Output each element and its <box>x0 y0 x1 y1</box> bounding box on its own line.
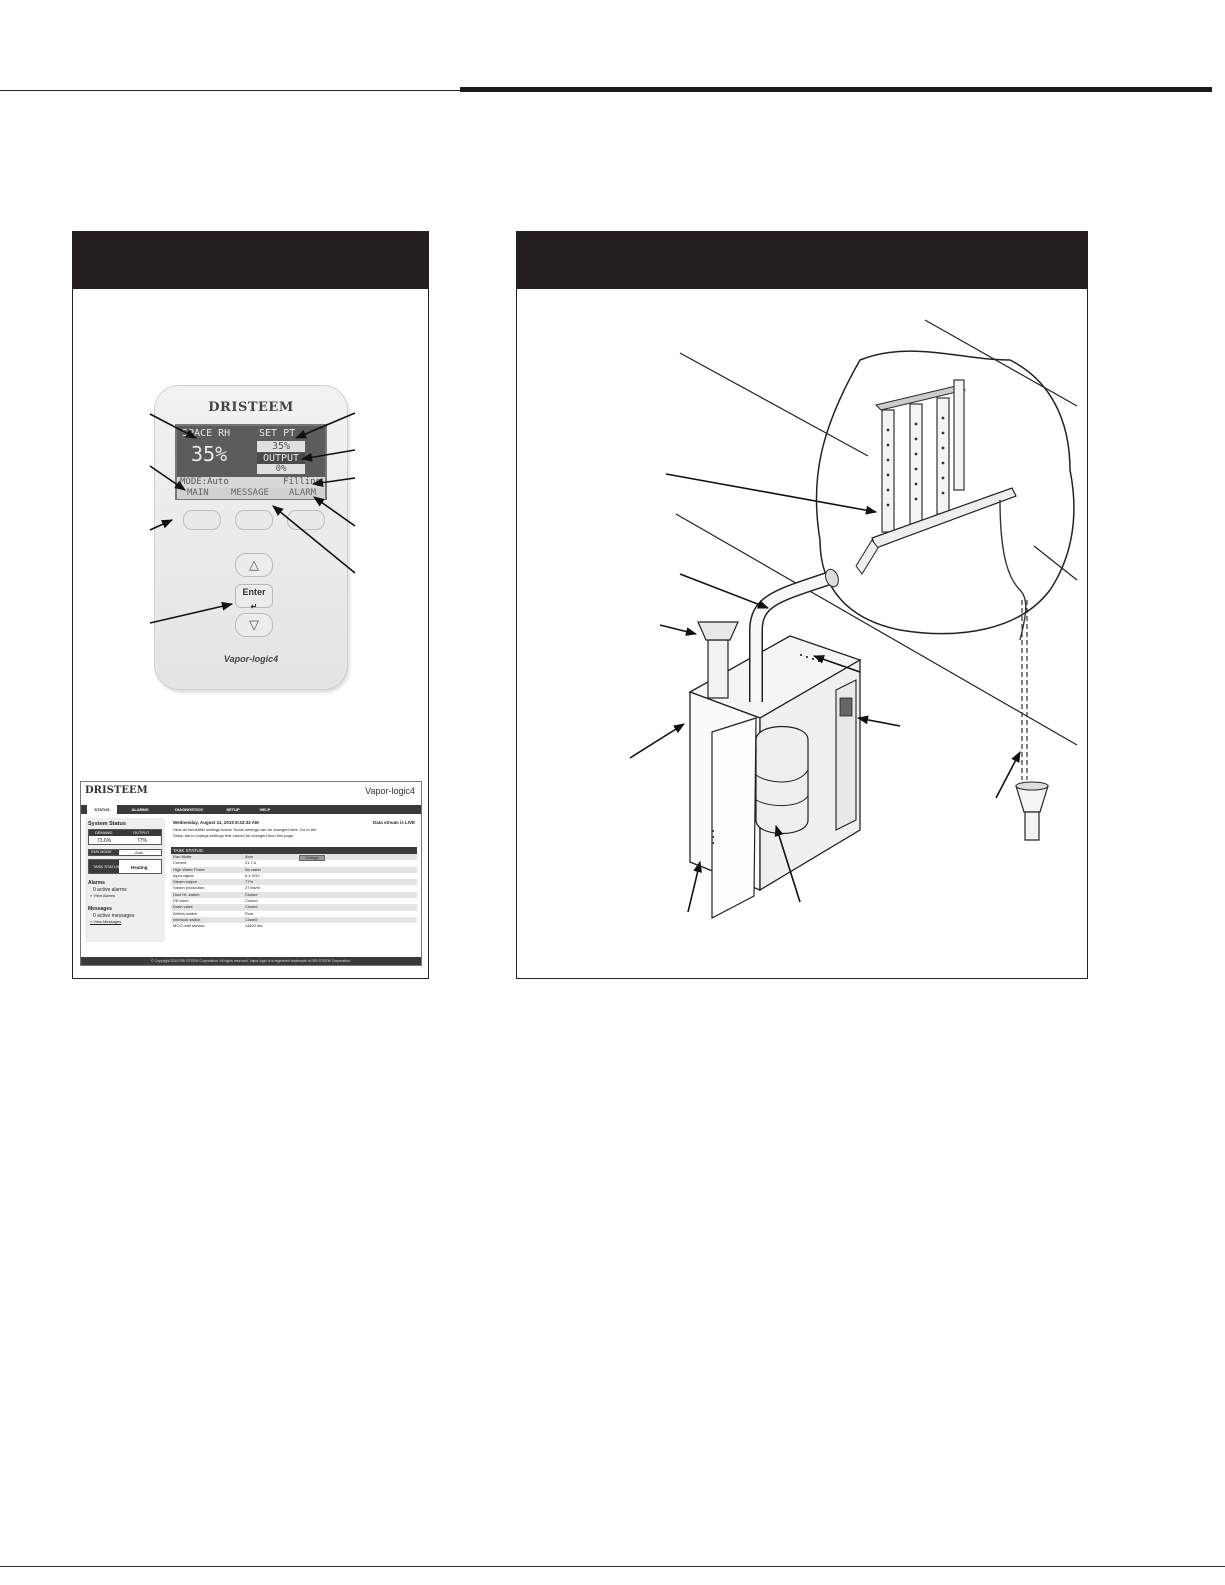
row-value: 21.7 A <box>245 860 257 866</box>
web-tab-help[interactable]: HELP <box>259 807 271 812</box>
web-interface-screenshot <box>80 781 422 966</box>
row-label: Steam production <box>173 885 205 891</box>
task-status-heading: TASK STATUS: <box>173 848 205 853</box>
system-status-heading: System Status <box>88 821 126 827</box>
demand-value: 73.6% <box>97 838 112 844</box>
lcd-mode: MODE:Auto <box>180 477 229 487</box>
web-tab-status[interactable]: STATUS <box>87 805 117 814</box>
web-tab-alarms[interactable]: ALARMS <box>131 807 149 812</box>
live-indicator: Data stream is LIVE <box>372 820 415 825</box>
alarms-heading: Alarms <box>88 880 105 886</box>
alarms-count: 0 active alarms <box>93 887 127 893</box>
row-value: Flow <box>245 910 254 916</box>
row-label: Airflow switch <box>173 910 198 916</box>
intro-line-1: View all humidifier settings below. Some settings can be changed here. Go to the <box>173 827 317 832</box>
lcd-space-rh-label: SPACE RH <box>182 428 231 439</box>
keypad-brand-logo: DRISTEEM <box>208 400 294 415</box>
lcd-space-rh-value: 35% <box>191 442 228 466</box>
row-value: Closed <box>245 916 258 922</box>
header-rule-thick <box>460 87 1212 92</box>
view-messages-link[interactable]: » View Messages <box>90 919 122 924</box>
web-nav-bar <box>81 805 421 814</box>
footer-rule <box>0 1566 1225 1567</box>
row-label: Drain valve <box>173 904 194 910</box>
run-mode-label: RUN MODE <box>91 850 112 854</box>
lcd-output-label: OUTPUT <box>257 453 305 464</box>
web-product-title: Vapor-logic4 <box>365 786 415 796</box>
row-value: 14622 lbs <box>245 923 263 929</box>
table-row <box>171 923 417 929</box>
row-label: Steam output <box>173 879 197 885</box>
soft-key-message[interactable] <box>235 510 273 530</box>
demand-label: DEMAND <box>95 830 113 835</box>
soft-key-alarm[interactable] <box>287 510 325 530</box>
lcd-tab-alarm: ALARM <box>289 488 317 498</box>
vapor-logic-keypad <box>155 386 347 689</box>
header-rule-thin <box>0 90 460 91</box>
row-label: Fill valve <box>173 898 189 904</box>
row-label: High Water Probe <box>173 866 205 872</box>
lcd-output-value: 0% <box>257 464 305 474</box>
row-label: Duct HL switch <box>173 891 200 897</box>
row-value: Closed <box>245 891 258 897</box>
run-mode-value: Auto <box>135 850 144 855</box>
row-label: Input signal <box>173 872 194 878</box>
web-main-content <box>171 818 417 942</box>
intro-line-2: Setup tab to change settings that cannot be changed from this page. <box>173 833 295 838</box>
lcd-set-pt-label: SET PT <box>259 428 296 439</box>
row-value: 27 lbs/hr <box>245 885 261 891</box>
row-value: 6.4 VDC <box>245 872 261 878</box>
lcd-tab-main: MAIN <box>187 488 209 498</box>
up-arrow-button[interactable]: △ <box>235 553 273 577</box>
row-value: No water <box>245 866 262 872</box>
humidifier-figure-panel <box>516 231 1088 979</box>
row-label: Interlock switch <box>173 916 201 922</box>
messages-count: 0 active messages <box>93 913 135 919</box>
web-footer: © Copyright 2010 DRI-STEEM Corporation. All rights reserved. Vapor-logic is a registered trademark of DRI-STEEM Corporation. <box>81 957 421 965</box>
row-value: Closed <box>245 898 258 904</box>
lcd-tab-message: MESSAGE <box>231 488 269 498</box>
row-label: Current <box>173 860 187 866</box>
panel-header-bar <box>73 232 428 289</box>
row-label: Run Mode <box>173 854 192 859</box>
panel-header-bar <box>517 232 1087 289</box>
change-button[interactable]: Change <box>299 855 325 861</box>
row-value: 77% <box>245 879 254 885</box>
lcd-state: Filling <box>283 477 321 487</box>
row-label: MCO until service <box>173 923 205 929</box>
enter-button[interactable]: Enter ↵ <box>235 584 273 608</box>
messages-heading: Messages <box>88 906 112 912</box>
web-tab-diagnostics[interactable]: DIAGNOSTICS <box>175 807 203 812</box>
status-date: Wednesday, August 11, 2010 8:33:32 AM <box>173 820 259 825</box>
output-label: OUTPUT <box>133 830 150 835</box>
task-status-value: Heating <box>131 865 148 870</box>
view-alarms-link[interactable]: » View Alarms <box>90 893 116 898</box>
task-status-table <box>171 854 417 930</box>
task-status-label: TASK STATUS <box>93 864 120 869</box>
web-tab-setup[interactable]: SETUP <box>226 807 240 812</box>
lcd-set-pt-value: 35% <box>257 441 305 452</box>
keypad-product-logo: Vapor-logic4 <box>223 654 279 664</box>
row-value: Closed <box>245 904 258 910</box>
web-sidebar <box>85 818 165 942</box>
enter-arrow-icon: ↵ <box>250 602 258 611</box>
soft-key-main[interactable] <box>183 510 221 530</box>
web-brand-logo: DRISTEEM <box>85 785 148 796</box>
down-arrow-button[interactable]: ▽ <box>235 613 273 637</box>
keypad-lcd-screen <box>175 424 327 500</box>
row-value: Auto <box>245 854 254 859</box>
output-value: 77% <box>137 838 148 844</box>
